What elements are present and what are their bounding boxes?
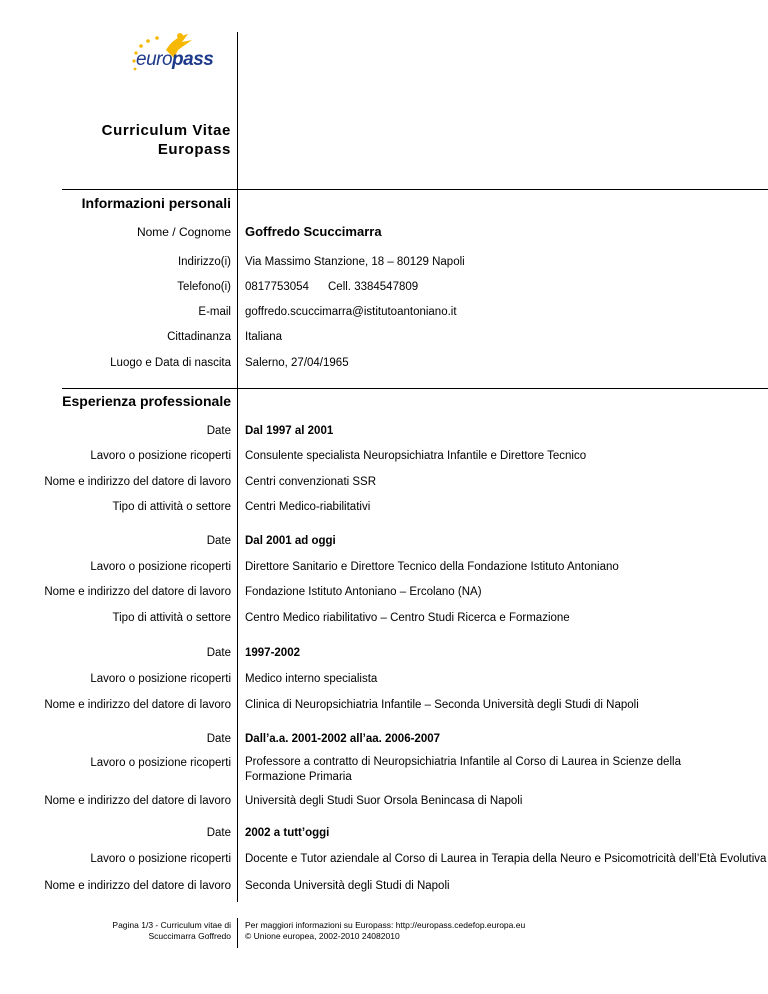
cell-value: Cell. 3384547809 <box>328 281 419 293</box>
email-label: E-mail <box>198 306 231 318</box>
sector-label: Tipo di attività o settore <box>112 501 231 513</box>
column-divider <box>237 190 238 388</box>
entry-employer: Università degli Studi Suor Orsola Benincasa di Napoli <box>245 795 523 807</box>
birth-value: Salerno, 27/04/1965 <box>245 357 349 369</box>
date-label: Date <box>206 425 231 437</box>
europass-logo-text: europass <box>136 49 214 70</box>
employer-label: Nome e indirizzo del datore di lavoro <box>44 880 231 892</box>
column-divider <box>237 32 238 190</box>
entry-date: Dal 2001 ad oggi <box>245 535 336 547</box>
cv-title-line1: Curriculum Vitae <box>101 122 231 139</box>
entry-date: Dal 1997 al 2001 <box>245 425 334 437</box>
position-label: Lavoro o posizione ricoperti <box>90 673 231 685</box>
address-label: Indirizzo(i) <box>177 256 231 268</box>
entry-employer: Centri convenzionati SSR <box>245 476 377 488</box>
employer-label: Nome e indirizzo del datore di lavoro <box>44 795 231 807</box>
sector-label: Tipo di attività o settore <box>112 612 231 624</box>
section-heading-personal: Informazioni personali <box>81 195 231 211</box>
employer-label: Nome e indirizzo del datore di lavoro <box>44 699 231 711</box>
name-label: Nome / Cognome <box>136 225 231 239</box>
footer-copyright: © Unione europea, 2002-2010 24082010 <box>245 931 400 941</box>
entry-date: 2002 a tutt’oggi <box>245 827 330 839</box>
date-label: Date <box>206 733 231 745</box>
citizenship-label: Cittadinanza <box>167 331 231 343</box>
address-value: Via Massimo Stanzione, 18 – 80129 Napoli <box>245 256 465 268</box>
section-rule <box>62 388 768 389</box>
footer-page-line2: Scuccimarra Goffredo <box>148 931 231 941</box>
citizenship-value: Italiana <box>245 331 283 343</box>
section-rule <box>62 189 768 190</box>
email-value: goffredo.scuccimarra@istitutoantoniano.it <box>245 306 457 318</box>
employer-label: Nome e indirizzo del datore di lavoro <box>44 586 231 598</box>
entry-position: Direttore Sanitario e Direttore Tecnico della Fondazione Istituto Antoniano <box>245 561 619 573</box>
cv-title-line2: Europass <box>157 141 231 158</box>
employer-label: Nome e indirizzo del datore di lavoro <box>44 476 231 488</box>
phone-label: Telefono(i) <box>177 281 231 293</box>
entry-employer: Fondazione Istituto Antoniano – Ercolano (NA) <box>245 586 482 598</box>
date-label: Date <box>206 535 231 547</box>
date-label: Date <box>206 827 231 839</box>
name-value: Goffredo Scuccimarra <box>245 224 382 239</box>
position-label: Lavoro o posizione ricoperti <box>90 450 231 462</box>
entry-position: Docente e Tutor aziendale al Corso di Laurea in Terapia della Neuro e Psicomotricità dell’Età Evolutiva <box>245 853 767 865</box>
footer-divider <box>237 918 238 948</box>
position-label: Lavoro o posizione ricoperti <box>90 853 231 865</box>
column-divider <box>237 389 238 902</box>
footer-europass-info <box>245 920 525 942</box>
footer-europass-link: Per maggiori informazioni su Europass: http://europass.cedefop.europa.eu <box>245 920 526 930</box>
entry-position: Medico interno specialista <box>245 673 378 685</box>
position-label: Lavoro o posizione ricoperti <box>90 757 231 769</box>
phone-value: 0817753054 <box>245 281 309 293</box>
cv-title <box>102 121 231 159</box>
entry-date: Dall’a.a. 2001-2002 all’aa. 2006-2007 <box>245 733 441 745</box>
entry-sector: Centro Medico riabilitativo – Centro Studi Ricerca e Formazione <box>245 612 570 624</box>
entry-employer: Seconda Università degli Studi di Napoli <box>245 880 450 892</box>
entry-sector: Centri Medico-riabilitativi <box>245 501 371 513</box>
entry-employer: Clinica di Neuropsichiatria Infantile – Seconda Università degli Studi di Napoli <box>245 699 639 711</box>
birth-label: Luogo e Data di nascita <box>110 357 231 369</box>
section-heading-experience: Esperienza professionale <box>62 393 231 409</box>
position-label: Lavoro o posizione ricoperti <box>90 561 231 573</box>
footer-page-line1: Pagina 1/3 - Curriculum vitae di <box>112 920 231 930</box>
entry-position: Professore a contratto di Neuropsichiatria Infantile al Corso di Laurea in Scienze della Formazione Primaria <box>245 756 681 783</box>
entry-position: Consulente specialista Neuropsichiatra Infantile e Direttore Tecnico <box>245 450 587 462</box>
footer-page-info <box>112 920 231 942</box>
entry-date: 1997-2002 <box>245 647 300 659</box>
date-label: Date <box>206 647 231 659</box>
